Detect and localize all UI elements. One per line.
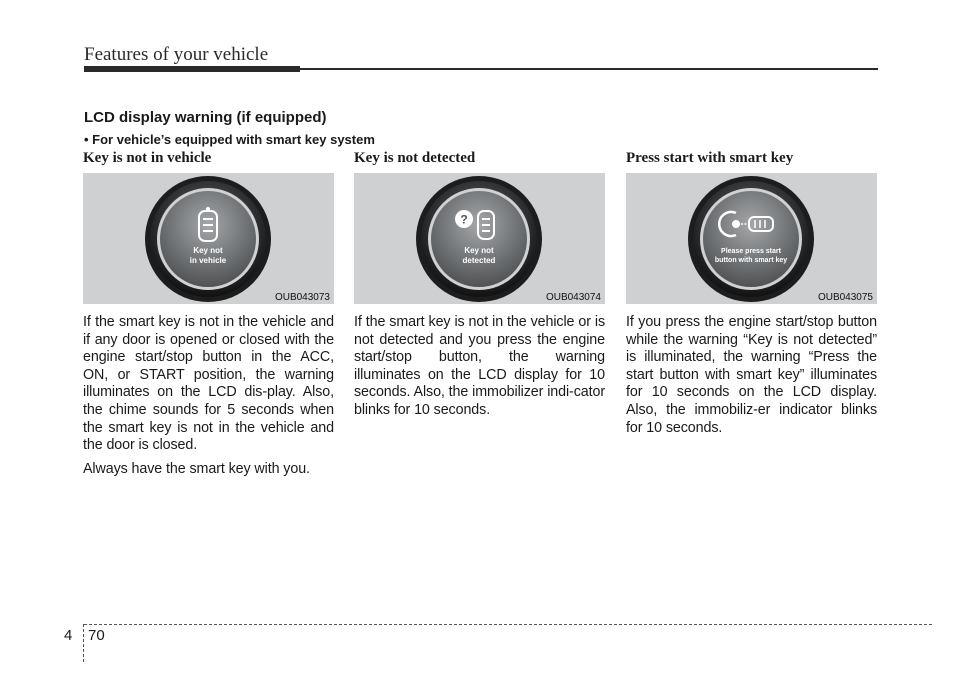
- display-line-2: detected: [462, 256, 496, 265]
- lcd-display-illustration: [626, 173, 877, 304]
- display-line-1: Key not: [193, 246, 223, 255]
- column-press-start-with-smart-key: [626, 148, 877, 437]
- column-key-not-in-vehicle: [83, 148, 334, 478]
- lcd-figure: [83, 173, 334, 304]
- column-heading: Key is not in vehicle: [83, 150, 212, 166]
- column-body: [83, 314, 334, 478]
- paragraph: If the smart key is not in the vehicle or is not detected and you press the engine start/stop button, the warning illuminates on the LCD display for 10 seconds. Also, the immobilizer indi-cator blinks for 10 seconds.: [354, 314, 605, 418]
- paragraph: Always have the smart key with you.: [83, 460, 310, 477]
- lcd-figure: [354, 173, 605, 304]
- column-body: [626, 314, 877, 437]
- display-line-2: in vehicle: [189, 256, 227, 265]
- page-number: 70: [88, 627, 105, 644]
- page-header-title: Features of your vehicle: [84, 44, 269, 65]
- display-line-2: button with smart key: [714, 257, 788, 264]
- bullet-note: • For vehicle’s equipped with smart key system: [84, 132, 375, 147]
- figure-code: OUB043073: [274, 292, 330, 303]
- column-body: [354, 314, 605, 420]
- lcd-display-illustration: [83, 173, 334, 304]
- header-rule: [84, 66, 878, 72]
- lcd-figure: [626, 173, 877, 304]
- paragraph: If you press the engine start/stop button while the warning “Key is not detected” is illuminated, the warning “Press the start button with smart key” illuminates for 10 seconds on the LCD display. Also, the immobiliz-er indicator blinks for 10 seconds.: [626, 314, 877, 436]
- paragraph: If the smart key is not in the vehicle and if any door is opened or closed with the engine start/stop button in the ACC, ON, or START position, the warning illuminates on the LCD dis-play. Also, the chime sounds for 5 seconds when the smart key is not in the vehicle and the door is closed.: [83, 314, 334, 454]
- svg-text:?: ?: [460, 212, 468, 227]
- display-line-1: Key not: [464, 246, 494, 255]
- lcd-display-illustration: [354, 173, 605, 304]
- display-line-1: Please press start: [721, 248, 781, 255]
- column-heading: Key is not detected: [354, 150, 476, 166]
- figure-code: OUB043074: [545, 292, 601, 303]
- column-heading: Press start with smart key: [626, 150, 794, 166]
- chapter-number: 4: [64, 627, 73, 644]
- footer-divider: [83, 624, 84, 662]
- footer-rule: [84, 624, 932, 625]
- column-key-not-detected: [354, 148, 605, 420]
- figure-code: OUB043075: [817, 292, 873, 303]
- section-title: LCD display warning (if equipped): [84, 109, 327, 126]
